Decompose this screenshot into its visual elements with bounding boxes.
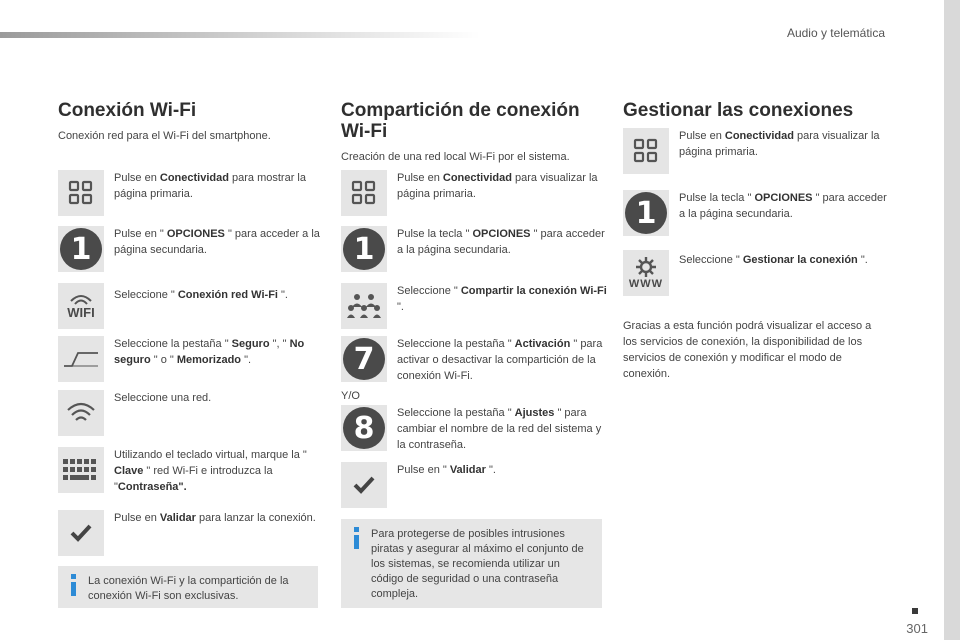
step-text: Seleccione " Conexión red Wi-Fi ". xyxy=(114,289,288,301)
tab-icon xyxy=(58,336,104,382)
step-number-icon: 1 xyxy=(58,226,104,272)
keyboard-icon xyxy=(58,447,104,493)
step-text: Pulse la tecla " OPCIONES " para acceder a la página secundaria. xyxy=(397,228,605,256)
section-intro: Creación de una red local Wi-Fi por el sistema. xyxy=(341,151,570,163)
page-number: 301 xyxy=(906,621,928,636)
column-wifi-sharing xyxy=(341,100,601,164)
step-text: Pulse en Validar para lanzar la conexión. xyxy=(114,512,316,524)
step-text: Pulse en Conectividad para visualizar la página primaria. xyxy=(397,172,598,200)
step-text: Seleccione " Gestionar la conexión ". xyxy=(679,254,868,266)
or-label: Y/O xyxy=(341,390,360,402)
column-wifi-connection xyxy=(58,100,318,143)
people-icon xyxy=(341,283,387,329)
step-text: Pulse en " OPCIONES " para acceder a la página secundaria. xyxy=(114,228,320,256)
gear-www-icon: WWW xyxy=(623,250,669,296)
grid-icon xyxy=(341,170,387,216)
check-icon xyxy=(58,510,104,556)
info-icon xyxy=(351,527,361,549)
column-manage-connections xyxy=(623,100,883,121)
step-number-icon: 1 xyxy=(623,190,669,236)
grid-icon xyxy=(623,128,669,174)
section-title: Audio y telemática xyxy=(786,26,885,40)
section-heading: Conexión Wi-Fi xyxy=(58,100,197,121)
page-marker xyxy=(912,608,918,614)
step-text: Utilizando el teclado virtual, marque la " Clave " red Wi-Fi e introduzca la "Contraseña". xyxy=(114,449,307,493)
section-intro: Conexión red para el Wi-Fi del smartphone. xyxy=(58,130,271,142)
description-paragraph: Gracias a esta función podrá visualizar el acceso a los servicios de conexión, la disponibilidad de los servicios de conexión y modificar el modo de conexión. xyxy=(623,320,872,380)
header-bar xyxy=(0,32,480,38)
step-text: Seleccione la pestaña " Ajustes " para cambiar el nombre de la red del sistema y la contraseña. xyxy=(397,407,602,451)
info-note: La conexión Wi-Fi y la compartición de la conexión Wi-Fi son exclusivas. xyxy=(58,566,318,608)
step-text: Seleccione la pestaña " Activación " para activar o desactivar la compartición de la conexión Wi-Fi. xyxy=(397,338,603,382)
info-icon xyxy=(68,574,78,596)
page-edge-strip xyxy=(944,0,960,640)
step-number-icon: 7 xyxy=(341,336,387,382)
step-text: Seleccione la pestaña " Seguro ", " No seguro " o " Memorizado ". xyxy=(114,338,305,366)
step-text: Pulse en " Validar ". xyxy=(397,464,496,476)
check-icon xyxy=(341,462,387,508)
section-heading: Gestionar las conexiones xyxy=(623,100,854,121)
wifi-icon xyxy=(58,390,104,436)
step-text: Seleccione " Compartir la conexión Wi-Fi ". xyxy=(397,285,607,313)
step-text: Pulse la tecla " OPCIONES " para acceder a la página secundaria. xyxy=(679,192,887,220)
step-number-icon: 1 xyxy=(341,226,387,272)
grid-icon xyxy=(58,170,104,216)
step-text: Seleccione una red. xyxy=(114,392,212,404)
wifi-label-icon: WIFI xyxy=(58,283,104,329)
step-number-icon: 8 xyxy=(341,405,387,451)
section-heading: Compartición de conexión Wi-Fi xyxy=(341,100,580,142)
info-note: Para protegerse de posibles intrusiones piratas y asegurar al máximo el conjunto de los sistemas, se recomienda utilizar un código de seguridad o una contraseña compleja. xyxy=(341,519,602,608)
step-text: Pulse en Conectividad para visualizar la página primaria. xyxy=(679,130,880,158)
step-text: Pulse en Conectividad para mostrar la página primaria. xyxy=(114,172,306,200)
